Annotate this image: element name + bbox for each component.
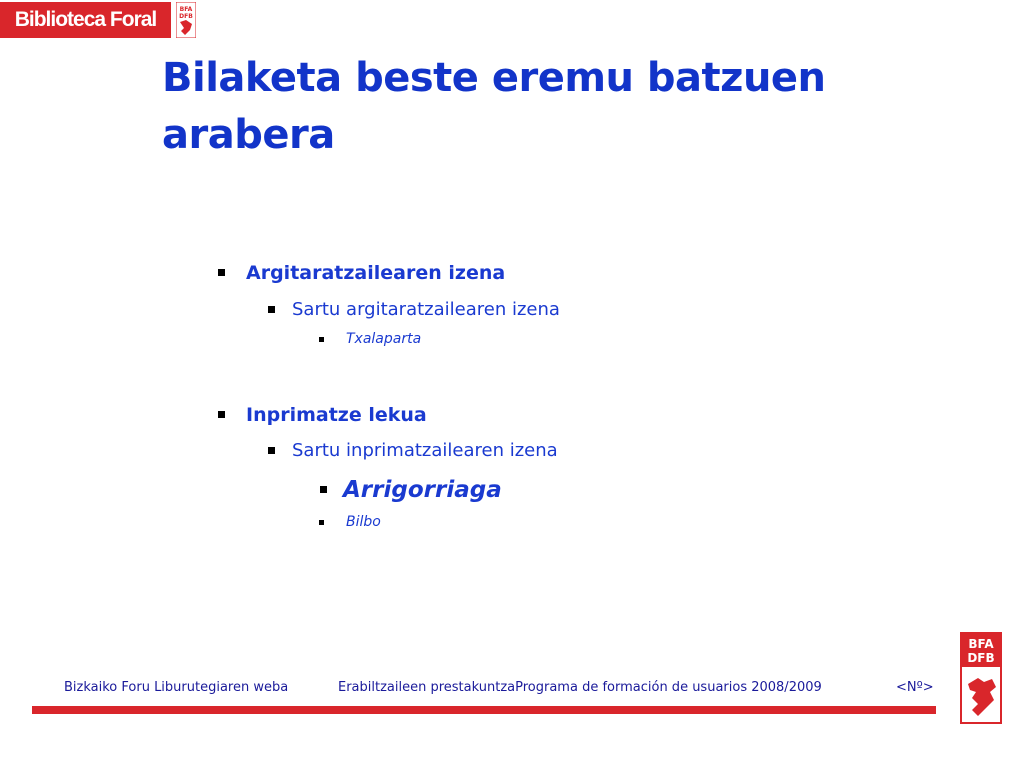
list-item: [246, 262, 505, 284]
emblem-text-bfa: BFA: [179, 6, 193, 13]
bfa-emblem-icon: [176, 2, 196, 42]
example-value-highlighted: Arrigorriaga: [343, 477, 502, 503]
footer-left: Bizkaiko Foru Liburutegiaren weba: [64, 680, 289, 695]
footer-center: Erabiltzaileen prestakuntzaPrograma de formación de usuarios 2008/2009: [338, 680, 822, 695]
bullet-icon: [218, 269, 225, 276]
section-heading: Argitaratzailearen izena: [246, 262, 506, 284]
emblem-text-dfb-large: DFB: [967, 651, 995, 665]
section-heading: Inprimatze lekua: [246, 404, 427, 426]
bfa-emblem-large-icon: [960, 632, 1002, 728]
list-item: [346, 514, 381, 530]
list-item: [343, 477, 502, 503]
footer-divider: [32, 706, 936, 714]
section-sub: Sartu argitaratzailearen izena: [292, 299, 560, 320]
list-item: [246, 404, 427, 426]
list-item: [346, 331, 421, 347]
list-item: [292, 299, 560, 320]
slide-number: <Nº>: [896, 680, 934, 695]
section-sub: Sartu inprimatzailearen izena: [292, 440, 558, 461]
bullet-icon: [268, 447, 275, 454]
emblem-text-dfb: DFB: [179, 13, 193, 20]
brand-logo: [0, 2, 171, 38]
list-item: [292, 440, 558, 461]
example-value: Txalaparta: [346, 331, 422, 347]
page-title: Bilaketa beste eremu batzuen arabera: [162, 55, 826, 158]
brand-name: Biblioteca Foral: [14, 8, 157, 31]
bullet-icon: [218, 411, 225, 418]
bullet-icon: [319, 337, 324, 342]
bullet-icon: [268, 306, 275, 313]
bullet-icon: [319, 520, 324, 525]
bullet-icon: [320, 486, 327, 493]
example-value: Bilbo: [346, 514, 381, 530]
emblem-text-bfa-large: BFA: [968, 637, 994, 651]
